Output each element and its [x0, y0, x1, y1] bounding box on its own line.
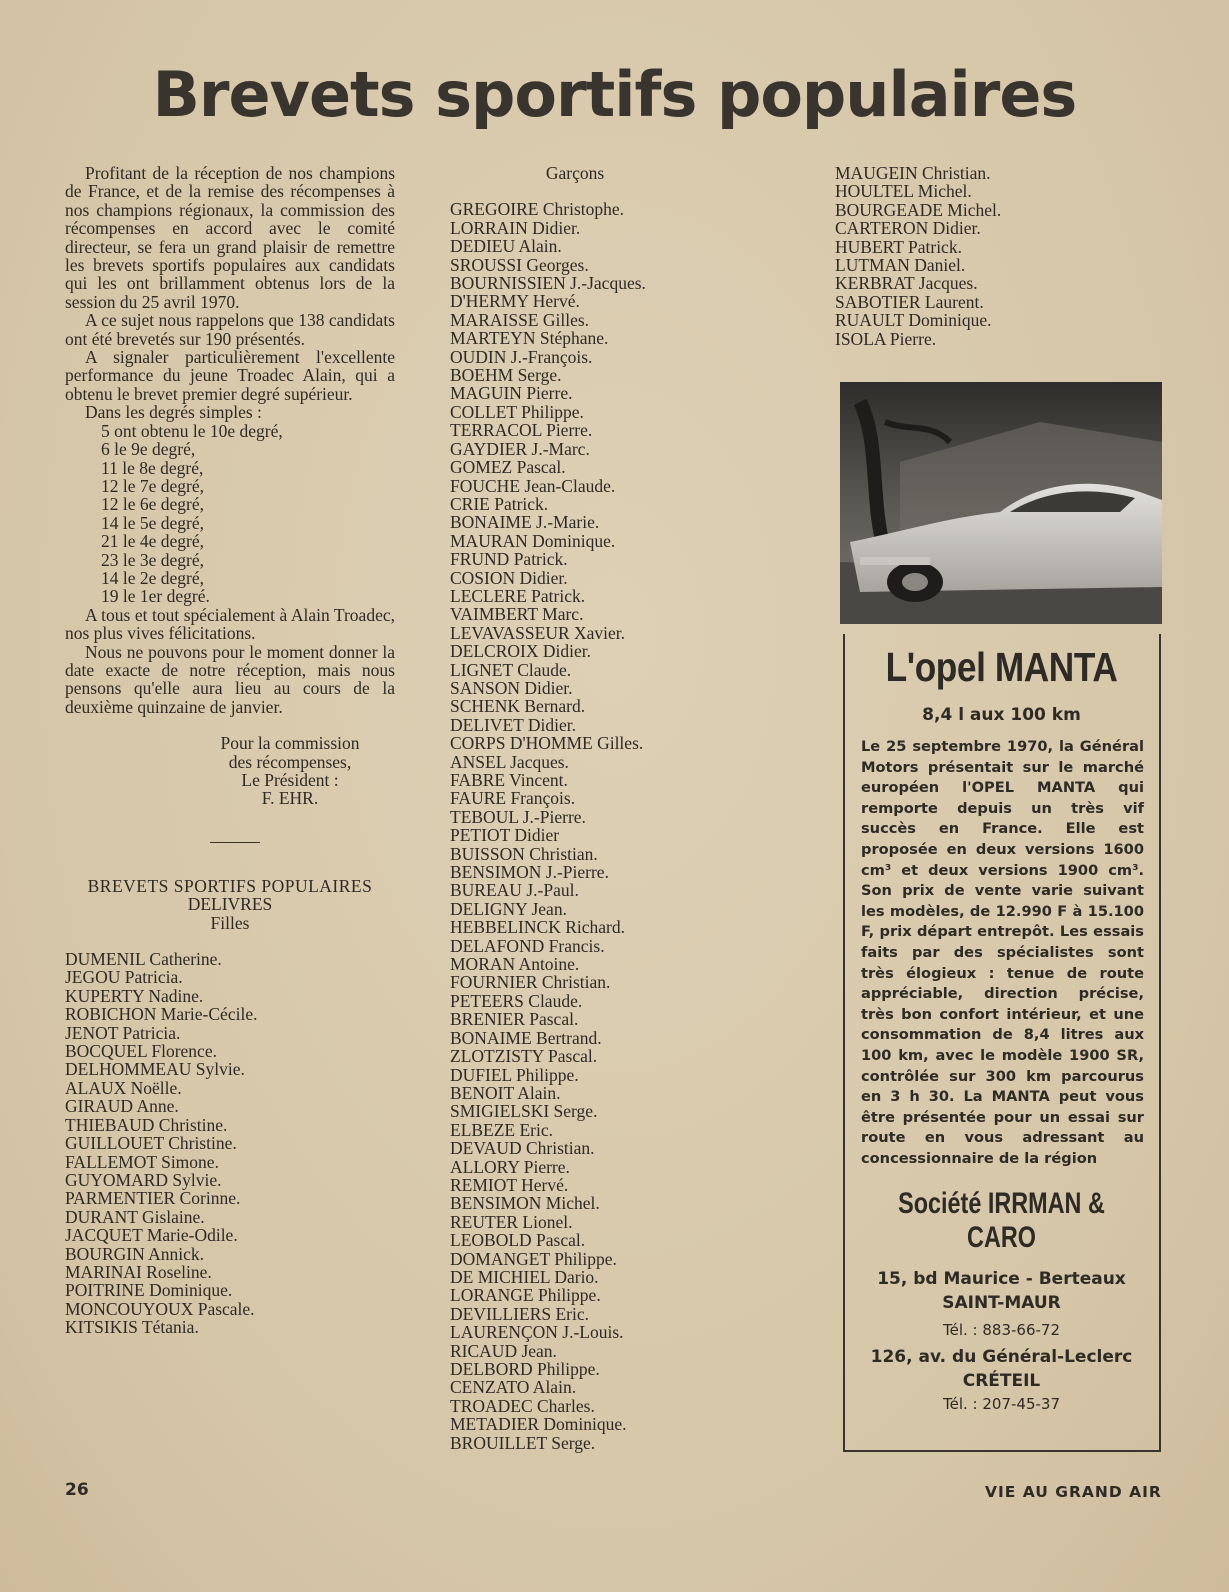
list-item: THIEBAUD Christine. [65, 1114, 228, 1135]
list-item: DURANT Gislaine. [65, 1206, 205, 1227]
degree-line: 6 le 9e degré, [101, 439, 196, 460]
column-garcons-continued [835, 164, 1145, 348]
list-item: BUISSON Christian. [450, 843, 598, 864]
list-item: JACQUET Marie-Odile. [65, 1225, 238, 1246]
list-item: LORANGE Philippe. [450, 1285, 601, 1306]
list-item: CARTERON Didier. [835, 218, 981, 239]
degree-line: 5 ont obtenu le 10e degré, [101, 420, 283, 441]
list-item: CRIE Patrick. [450, 493, 549, 514]
list-item: COSION Didier. [450, 567, 568, 588]
list-item: GIRAUD Anne. [65, 1096, 179, 1117]
list-item: GUYOMARD Sylvie. [65, 1169, 222, 1190]
degree-line: 12 le 6e degré, [101, 494, 205, 515]
ad-body: Le 25 septembre 1970, la Général Motors présentait sur le marché européen l'OPEL MANTA qui remporte depuis un très vif succès en France. Elle est proposée en deux versions 1600 cm³ et deux versions 1900 cm³. Son prix de vente varie suivant les modèles, de 12.990 F à 15.100 F, prix départ entrepôt. Les essais faits par des spécialistes sont très élogieux : tenue de route appréciable, direction précise, très bon confort intérieur, et une consommation de 8,4 litres aux 100 km, avec le modèle 1900 SR, contrôlée sur 300 km parcourus en 3 h 30. La MANTA peut vous être présentée pour un essai sur route en vous adressant au concessionnaire de la région [861, 738, 1144, 1167]
degree-line: 12 le 7e degré, [101, 475, 205, 496]
list-item: DELIVET Didier. [450, 714, 577, 735]
list-item: KITSIKIS Tétania. [65, 1317, 199, 1338]
degree-line: 19 le 1er degré. [101, 586, 210, 607]
filles-heading-line-3: Filles [210, 912, 250, 933]
filles-heading-line-2: DELIVRES [187, 894, 273, 915]
intro-paragraph-1: Profitant de la réception de nos champions de France, et de la remise des récompenses à nos champions régionaux, la commission des récompenses en accord avec le comité directeur, se fera un grand plaisir de remettre les brevets sportifs populaires aux candidats qui les ont brillamment obtenus lors de la session du 25 avril 1970. [65, 163, 395, 312]
list-item: LECLERE Patrick. [450, 585, 586, 606]
intro-paragraph-6: Nous ne pouvons pour le moment donner la date exacte de notre réception, mais nous pensons qu'elle aura lieu au cours de la deuxième quinzaine de janvier. [65, 641, 395, 717]
list-item: RICAUD Jean. [450, 1340, 557, 1361]
filles-heading [65, 877, 395, 932]
intro-text [65, 164, 395, 716]
list-item: DEVAUD Christian. [450, 1138, 595, 1159]
list-item: MONCOUYOUX Pascale. [65, 1298, 255, 1319]
list-item: FOUCHE Jean-Claude. [450, 475, 616, 496]
column-intro [65, 164, 395, 1337]
list-item: REUTER Lionel. [450, 1211, 573, 1232]
signature-line-1: Pour la commission [220, 733, 360, 754]
list-item: DE MICHIEL Dario. [450, 1266, 599, 1287]
list-item: JENOT Patricia. [65, 1022, 181, 1043]
list-item: MARAISSE Gilles. [450, 309, 590, 330]
list-item: ROBICHON Marie-Cécile. [65, 1004, 258, 1025]
list-item: JEGOU Patricia. [65, 967, 183, 988]
list-item: PETIOT Didier [450, 825, 560, 846]
list-item: BROUILLET Serge. [450, 1432, 596, 1453]
list-item: CENZATO Alain. [450, 1377, 577, 1398]
list-item: DELIGNY Jean. [450, 898, 567, 919]
list-item: ALAUX Noëlle. [65, 1077, 182, 1098]
list-item: SMIGIELSKI Serge. [450, 1101, 598, 1122]
list-item: BENSIMON Michel. [450, 1193, 600, 1214]
list-item: FRUND Patrick. [450, 549, 568, 570]
list-item: BONAIME Bertrand. [450, 1027, 602, 1048]
list-item: DUFIEL Philippe. [450, 1064, 579, 1085]
degree-line: 14 le 2e degré, [101, 567, 205, 588]
signature-line-2: des récompenses, [228, 751, 352, 772]
list-item: LORRAIN Didier. [450, 217, 581, 238]
list-item: MAURAN Dominique. [450, 530, 616, 551]
intro-paragraph-5: A tous et tout spécialement à Alain Troadec, nos plus vives félicitations. [65, 604, 395, 644]
signature-line-4: F. EHR. [261, 788, 319, 809]
list-item: HEBBELINCK Richard. [450, 917, 625, 938]
list-item: LIGNET Claude. [450, 659, 572, 680]
degree-line: 11 le 8e degré, [101, 457, 204, 478]
list-item: BOEHM Serge. [450, 365, 562, 386]
page-number: 26 [65, 1480, 89, 1500]
list-item: KUPERTY Nadine. [65, 985, 204, 1006]
list-item: POITRINE Dominique. [65, 1280, 233, 1301]
list-item: DELBORD Philippe. [450, 1359, 600, 1379]
ad-address-2-line-2: CRÉTEIL [962, 1371, 1041, 1392]
list-item: LUTMAN Daniel. [835, 255, 966, 276]
list-item: BUREAU J.-Paul. [450, 880, 579, 901]
degree-list [101, 422, 395, 606]
list-item: DELHOMMEAU Sylvie. [65, 1059, 245, 1080]
list-item: GUILLOUET Christine. [65, 1133, 237, 1154]
ad-address-1-line-2: SAINT-MAUR [942, 1293, 1061, 1314]
list-item: MAGUIN Pierre. [450, 383, 573, 404]
intro-paragraph-4: Dans les degrés simples : [85, 402, 262, 423]
intro-paragraph-3: A signaler particulièrement l'excellente performance du jeune Troadec Alain, qui a obtenu le brevet premier degré supérieur. [65, 347, 395, 404]
list-item: CORPS D'HOMME Gilles. [450, 733, 644, 754]
list-item: BOCQUEL Florence. [65, 1041, 217, 1062]
list-item: ZLOTZISTY Pascal. [450, 1046, 598, 1067]
garcons-list [450, 200, 700, 1452]
ad-phone-2: Tél. : 207-45-37 [943, 1395, 1060, 1414]
intro-paragraph-2: A ce sujet nous rappelons que 138 candidats ont été brevetés sur 190 présentés. [65, 310, 395, 349]
list-item: FABRE Vincent. [450, 770, 568, 790]
list-item: DEDIEU Alain. [450, 236, 562, 257]
list-item: BENOIT Alain. [450, 1082, 561, 1103]
list-item: DELAFOND Francis. [450, 935, 605, 956]
list-item: HOULTEL Michel. [835, 181, 972, 202]
ad-address-1-line-1: 15, bd Maurice - Berteaux [877, 1269, 1126, 1290]
list-item: DEVILLIERS Eric. [450, 1303, 589, 1324]
list-item: MARTEYN Stéphane. [450, 328, 609, 349]
list-item: VAIMBERT Marc. [450, 604, 584, 625]
list-item: BENSIMON J.-Pierre. [450, 862, 609, 883]
column-garcons [450, 164, 700, 1452]
divider [210, 842, 260, 843]
list-item: MORAN Antoine. [450, 954, 580, 975]
list-item: D'HERMY Hervé. [450, 291, 580, 312]
list-item: BRENIER Pascal. [450, 1009, 579, 1030]
list-item: PETEERS Claude. [450, 990, 583, 1011]
list-item: BOURGEADE Michel. [835, 199, 1002, 220]
list-item: TROADEC Charles. [450, 1395, 595, 1416]
list-item: TERRACOL Pierre. [450, 420, 593, 441]
ad-company: Société IRRMAN & CARO [898, 1187, 1105, 1255]
list-item: DELCROIX Didier. [450, 641, 591, 662]
list-item: ANSEL Jacques. [450, 751, 569, 772]
list-item: KERBRAT Jacques. [835, 273, 978, 294]
list-item: GREGOIRE Christophe. [450, 199, 625, 220]
list-item: GAYDIER J.-Marc. [450, 438, 590, 459]
filles-list [65, 950, 395, 1337]
signature-line-3: Le Président : [241, 770, 339, 790]
list-item: TEBOUL J.-Pierre. [450, 806, 586, 827]
list-item: LAURENÇON J.-Louis. [450, 1322, 624, 1343]
page-title: Brevets sportifs populaires [152, 58, 1077, 131]
list-item: FAURE François. [450, 788, 576, 809]
list-item: SABOTIER Laurent. [835, 291, 984, 312]
ad-title: L'opel MANTA [885, 644, 1118, 690]
list-item: MAUGEIN Christian. [835, 163, 991, 183]
list-item: SANSON Didier. [450, 677, 573, 698]
list-item: BOURNISSIEN J.-Jacques. [450, 273, 646, 294]
list-item: FOURNIER Christian. [450, 972, 611, 993]
list-item: HUBERT Patrick. [835, 236, 962, 257]
list-item: BONAIME J.-Marie. [450, 512, 600, 533]
list-item: ISOLA Pierre. [835, 328, 937, 349]
opel-manta-ad [843, 634, 1160, 1452]
list-item: RUAULT Dominique. [835, 310, 992, 331]
list-item: ALLORY Pierre. [450, 1156, 570, 1177]
list-item: GOMEZ Pascal. [450, 457, 566, 478]
list-item: REMIOT Hervé. [450, 1174, 569, 1195]
list-item: BOURGIN Annick. [65, 1243, 205, 1264]
list-item: DUMENIL Catherine. [65, 949, 222, 970]
list-item: PARMENTIER Corinne. [65, 1188, 241, 1209]
degree-line: 21 le 4e degré, [101, 531, 205, 552]
list-item: DOMANGET Philippe. [450, 1248, 617, 1269]
list-item: OUDIN J.-François. [450, 346, 593, 367]
garcons-continued-list [835, 164, 1145, 348]
ad-subtitle: 8,4 l aux 100 km [922, 705, 1081, 725]
degree-line: 14 le 5e degré, [101, 512, 205, 533]
list-item: LEVAVASSEUR Xavier. [450, 622, 626, 643]
filles-heading-line-1: BREVETS SPORTIFS POPULAIRES [87, 875, 373, 896]
degree-line: 23 le 3e degré, [101, 549, 205, 570]
list-item: COLLET Philippe. [450, 401, 584, 422]
ad-phone-1: Tél. : 883-66-72 [943, 1321, 1060, 1340]
list-item: ELBEZE Eric. [450, 1119, 554, 1140]
list-item: SROUSSI Georges. [450, 254, 589, 275]
magazine-name: VIE AU GRAND AIR [985, 1483, 1162, 1501]
list-item: FALLEMOT Simone. [65, 1151, 219, 1172]
list-item: SCHENK Bernard. [450, 696, 586, 717]
car-photo [840, 382, 1162, 624]
list-item: MARINAI Roseline. [65, 1261, 212, 1282]
list-item: METADIER Dominique. [450, 1414, 627, 1435]
garcons-heading: Garçons [545, 163, 605, 183]
ad-address-2-line-1: 126, av. du Général-Leclerc [870, 1347, 1133, 1368]
signature [185, 734, 395, 808]
list-item: LEOBOLD Pascal. [450, 1230, 586, 1251]
